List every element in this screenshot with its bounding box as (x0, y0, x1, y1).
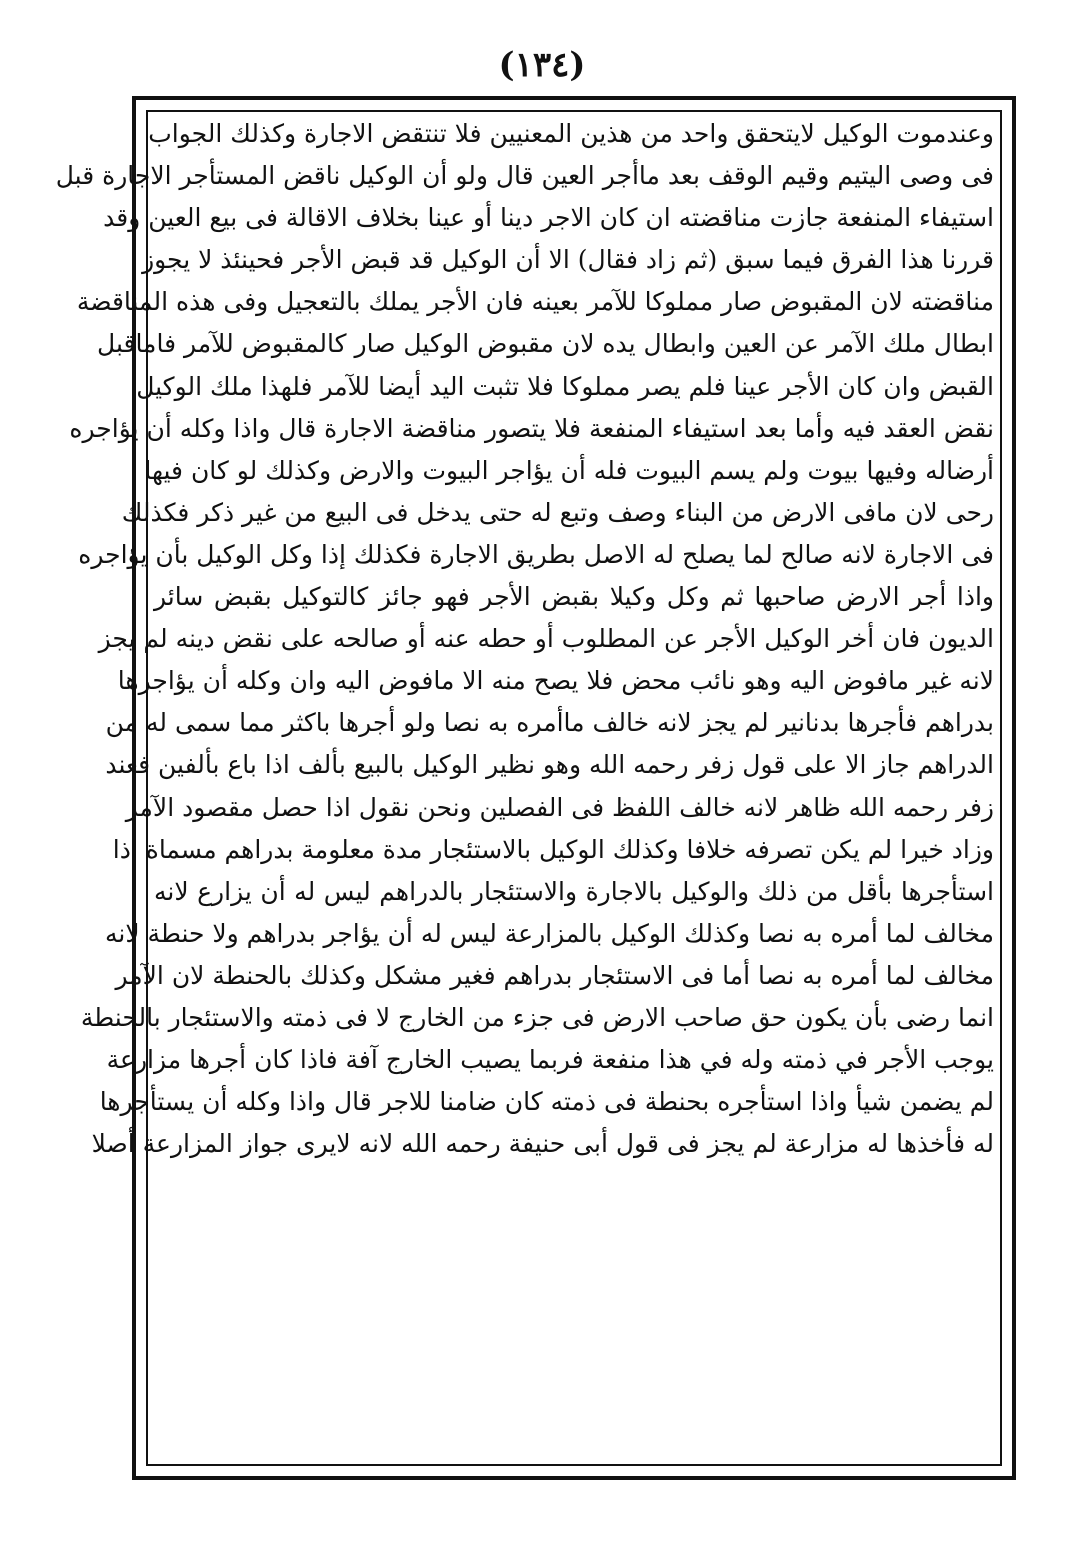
text-line: مخالف لما أمره به نصا وكذلك الوكيل بالمزارعة ليس له أن يؤاجر بدراهم ولا حنطة لانه (104, 918, 994, 948)
text-line: استأجرها بأقل من ذلك والوكيل بالاجارة والاستئجار بالدراهم ليس له أن يزارع لانه (154, 876, 994, 906)
text-line: فى وصى اليتيم وقيم الوقف بعد ماأجر العين قال ولو أن الوكيل ناقض المستأجر الاجارة قبل (55, 161, 994, 191)
text-line: الدراهم جاز الا على قول زفر رحمه الله وهو نظير الوكيل بالبيع بألف اذا باع بألفين فعند (105, 750, 994, 780)
text-line: له فأخذها له مزارعة لم يجز فى قول أبى حنيفة رحمه الله لانه لايرى جواز المزارعة أصلا (91, 1129, 994, 1159)
text-line: وزاد خيرا لم يكن تصرفه خلافا وكذلك الوكيل بالاستئجار مدة معلومة بدراهم مسماة اذا (112, 834, 994, 864)
text-line: يوجب الأجر في ذمته وله في هذا منفعة فربما يصيب الخارج آفة فاذا كان أجرها مزارعة (106, 1045, 994, 1075)
text-line: القبض وان كان الأجر عينا فلم يصر مملوكا فلا تثبت اليد أيضا للآمر فلهذا ملك الوكيل (136, 371, 994, 401)
text-line: لانه غير مافوض اليه وهو نائب محض فلا يصح منه الا مافوض اليه وان وكله أن يؤاجرها (117, 666, 994, 696)
text-line: واذا أجر الارض صاحبها ثم وكل وكيلا بقبض الأجر فهو جائز كالتوكيل بقبض سائر (154, 582, 994, 612)
text-line: رحى لان مافى الارض من البناء وصف وتبع له حتى يدخل فى البيع من غير ذكر فكذلك (121, 497, 994, 527)
text-line: انما رضى بأن يكون حق صاحب الارض فى جزء من الخارج لا فى ذمته والاستئجار بالحنطة (80, 1002, 994, 1032)
text-line: مناقضته لان المقبوض صار مملوكا للآمر بعينه فان الأجر يملك بالتعجيل وفى هذه المناقضة (76, 287, 994, 317)
text-line: استيفاء المنفعة جازت مناقضته ان كان الاجر دينا أو عينا بخلاف الاقالة فى بيع العين وقد (103, 203, 994, 233)
text-line: لم يضمن شيأ واذا استأجره بحنطة فى ذمته كان ضامنا للاجر قال واذا وكله أن يستأجرها (99, 1087, 994, 1117)
text-line: مخالف لما أمره به نصا أما فى الاستئجار بدراهم فغير مشكل وكذلك بالحنطة لان الآمر (115, 960, 994, 990)
page-number: (١٣٤) (498, 45, 586, 85)
text-line: وعندموت الوكيل لايتحقق واحد من هذين المعنيين فلا تنتقض الاجارة وكذلك الجواب (148, 119, 994, 148)
text-line: فى الاجارة لانه صالح لما يصلح له الاصل بطريق الاجارة فكذلك إذا وكل الوكيل بأن يؤاجره (78, 539, 994, 569)
text-line: بدراهم فأجرها بدنانير لم يجز لانه خالف ماأمره به نصا ولو أجرها باكثر مما سمى له من (105, 708, 994, 738)
text-body (55, 113, 994, 1459)
text-line: أرضاله وفيها بيوت ولم يسم البيوت فله أن يؤاجر البيوت والارض وكذلك لو كان فيها (144, 455, 994, 485)
text-line: ابطال ملك الآمر عن العين وابطال يده لان مقبوض الوكيل صار كالمقبوض للآمر فاماقبل (97, 329, 994, 359)
text-line: الديون فان أخر الوكيل الأجر عن المطلوب أو حطه عنه أو صالحه على نقض دينه لم يجز (98, 624, 994, 654)
text-line: نقض العقد فيه وأما بعد استيفاء المنفعة فلا يتصور مناقضة الاجارة قال واذا وكله أن يؤاجره (69, 413, 994, 443)
text-line: قررنا هذا الفرق فيما سبق (ثم زاد فقال) الا أن الوكيل قد قبض الأجر فحينئذ لا يجوز (142, 245, 994, 275)
text-line: زفر رحمه الله ظاهر لانه خالف اللفظ فى الفصلين ونحن نقول اذا حصل مقصود الآمر (125, 792, 994, 822)
